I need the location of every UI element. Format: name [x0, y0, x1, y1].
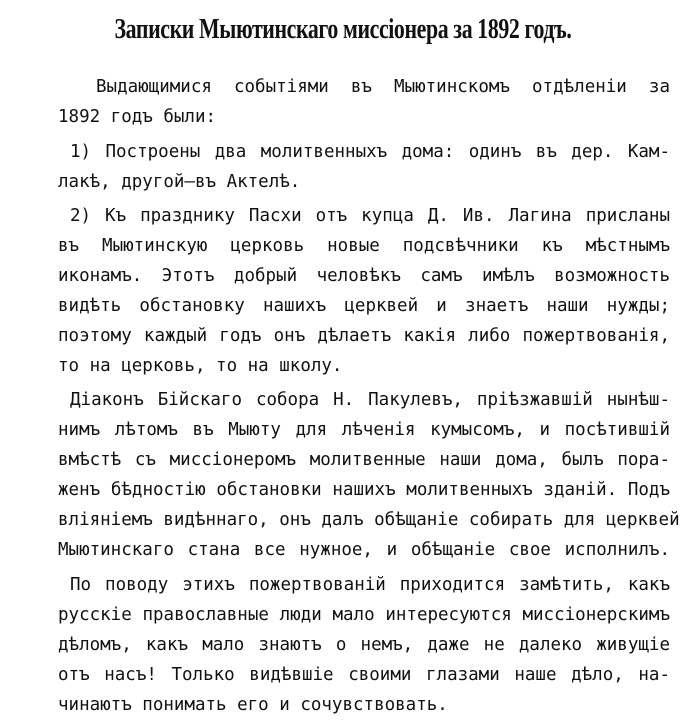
- text-line: вліяніемъ видѣннаго, онъ далъ обѣщаніе собирать для церквей: [58, 510, 680, 530]
- text-line: Мыютинскаго стана все нужное, и обѣщаніе свое исполнилъ.: [58, 540, 670, 560]
- text-line: 2) Къ празднику Пасхи отъ купца Д. Ив. Лагина присланы: [70, 206, 670, 226]
- page-title: Записки Мыютинскаго миссіонера за 1892 годъ.: [114, 14, 572, 45]
- text-line: въ Мыютинскую церковь новые подсвѣчники къ мѣстнымъ: [58, 236, 670, 256]
- text-line: Выдающимися событіями въ Мыютинскомъ отдѣленіи за: [96, 77, 670, 97]
- text-line: дѣломъ, какъ мало знаютъ о немъ, даже не далеко живущіе: [58, 635, 670, 655]
- text-line: нимъ лѣтомъ въ Мыюту для лѣченія кумысомъ, и посѣтившій: [58, 420, 670, 440]
- text-line: вмѣстѣ съ миссіонеромъ молитвенные наши дома, былъ пора-: [58, 450, 670, 470]
- text-line: 1) Построены два молитвенныхъ дома: одинъ въ дер. Кам-: [70, 142, 670, 162]
- text-line: По поводу этихъ пожертвованій приходится замѣтить, какъ: [70, 575, 670, 595]
- text-line: женъ бѣдностію обстановки нашихъ молитвенныхъ зданій. Подъ: [58, 480, 670, 500]
- text-line: отъ насъ! Только видѣвшіе своими глазами наше дѣло, на-: [58, 665, 670, 685]
- text-line: то на церковь, то на школу.: [58, 356, 343, 376]
- text-line: лакѣ, другой—въ Актелѣ.: [58, 172, 301, 192]
- text-line: чинаютъ понимать его и сочувствовать.: [58, 695, 448, 715]
- text-line: Діаконъ Бійскаго собора Н. Пакулевъ, пріѣзжавшій нынѣш-: [70, 390, 670, 410]
- text-line: видѣть обстановку нашихъ церквей и знаетъ наши нужды;: [58, 296, 670, 316]
- text-line: поэтому каждый годъ онъ дѣлаетъ какія либо пожертвованія,: [58, 326, 670, 346]
- text-line: русскіе православные люди мало интересуются миссіонерскимъ: [58, 605, 670, 625]
- text-line: 1892 годъ были:: [58, 107, 217, 127]
- text-line: иконамъ. Этотъ добрый человѣкъ самъ имѣлъ возможность: [58, 266, 670, 286]
